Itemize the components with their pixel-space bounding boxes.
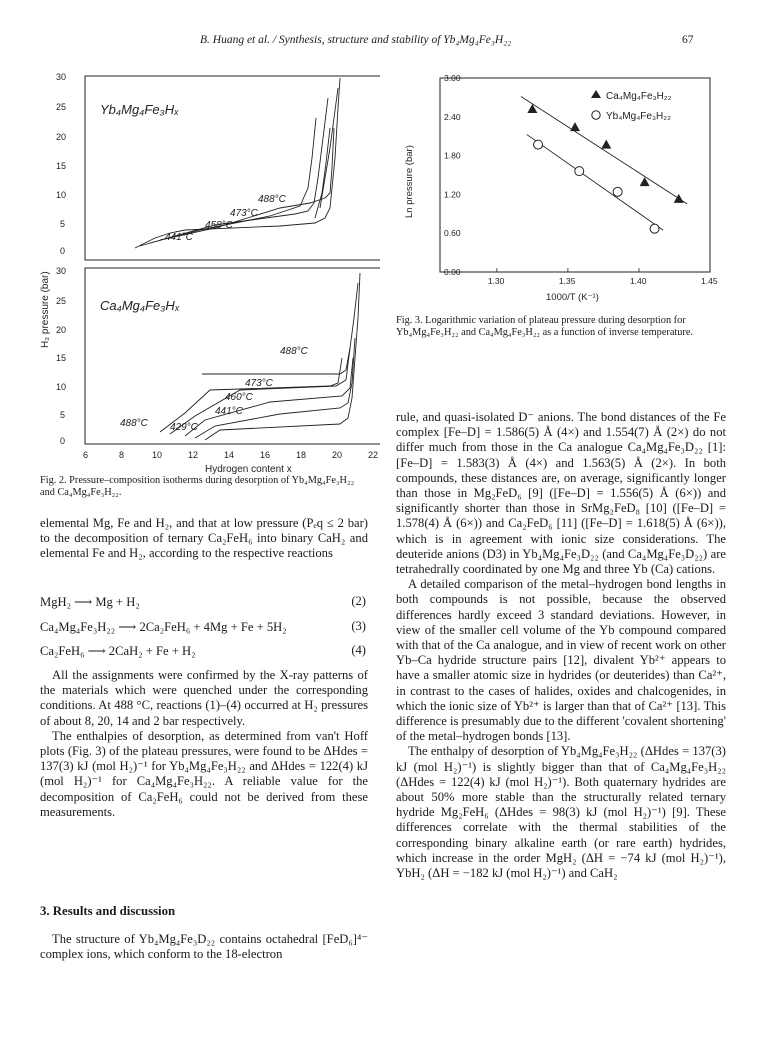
svg-text:0: 0 [60, 246, 66, 256]
svg-text:10: 10 [152, 450, 163, 460]
fig3-ytick-label: 0.60 [444, 228, 461, 239]
equation-3 [40, 619, 366, 635]
legend-triangle-marker [591, 90, 601, 98]
svg-text:473°C: 473°C [230, 208, 258, 219]
fig2-bottom-yticks [56, 266, 66, 446]
svg-text:6: 6 [83, 450, 89, 460]
svg-text:5: 5 [60, 410, 66, 420]
svg-text:20: 20 [56, 325, 67, 335]
svg-text:488°C: 488°C [120, 418, 148, 429]
fig3-point-ca [527, 104, 537, 113]
running-head: B. Huang et al. / Synthesis, structure and stability of Yb₄Mg₄Fe₃H₂₂ [200, 34, 512, 46]
equation-3-number: (3) [351, 619, 366, 633]
svg-text:15: 15 [56, 161, 67, 171]
fig3-xlabel: 1000/T (K⁻¹) [546, 292, 599, 303]
fig3-xtick-label: 1.45 [701, 276, 718, 286]
page-number: 67 [682, 34, 694, 46]
svg-text:18: 18 [296, 450, 307, 460]
fig3-caption: Fig. 3. Logarithmic variation of plateau pressure during desorption for Yb₄Mg₄Fe₃H₂₂ and Ca₄Mg₄Fe₃H₂₂ as a function of inverse temperature. [396, 315, 693, 339]
fig3-ytick-label: 1.20 [444, 189, 461, 200]
fig2-bottom-isotherms [160, 273, 360, 440]
fig3-xticks [488, 276, 718, 286]
fig2-isotherm-chart [40, 68, 380, 478]
fig2-caption: Fig. 2. Pressure–composition isotherms during desorption of Yb₄Mg₄Fe₃H₂₂ and Ca₄Mg₄Fe₃H₂₂. [40, 475, 355, 499]
left-p3: The enthalpies of desorption, as determined from van't Hoff plots (Fig. 3) of the plateau pressures, were found to be ΔHdes = 137(3) kJ (mol H₂)⁻¹ for Yb₄Mg₄Fe₃H₂₂ and ΔHdes = 122(4) kJ (mol H₂)⁻¹ for Ca₄Mg₄Fe₃H₂₂. A reliable value for the decomposition of Ca₂FeH₆ could not be derived from these measurements. [40, 728, 368, 819]
equation-4-text: Ca₂FeH₆ ⟶ 2CaH₂ + Fe + H₂ [40, 644, 196, 658]
fig2-xlabel: Hydrogen content x [205, 464, 292, 475]
fig3-vanthoff-chart [396, 68, 726, 304]
svg-text:25: 25 [56, 296, 67, 306]
fig3-point-ca [570, 122, 580, 131]
fig3-xtick-label: 1.35 [558, 276, 576, 286]
fig3-ytick-label: 1.80 [444, 150, 461, 161]
fig3-ylabel: Ln pressure (bar) [404, 145, 415, 218]
fig3-ytick-label: 3.00 [444, 73, 461, 83]
svg-text:8: 8 [119, 450, 125, 460]
fig3-point-yb [534, 140, 543, 149]
svg-text:22: 22 [368, 450, 379, 460]
left-p1: elemental Mg, Fe and H₂, and that at low pressure (Pₑq ≤ 2 bar) to the decomposition of ternary Ca₂FeH₆ into binary CaH₂ and elemental Fe and H₂, according to the respective reactions [40, 516, 368, 561]
left-paragraphs-2-3 [40, 668, 368, 820]
legend-circle-marker [592, 111, 600, 119]
right-p2: A detailed comparison of the metal–hydrogen bond lengths in both compounds is not possible, because the observed differences hardly exceed 3 standard deviations. However, in view of the smaller cell volume of the Yb compound compared with that of the Ca analogue, and in view of recent work on other Yb–Ca hydride structure pairs [12], divalent Yb²⁺ appears to have a smaller atomic size in hydrides (or deuterides) than Ca²⁺, in contrast to the cases of halides, oxides and chalcogenides, in which the ionic size of Yb²⁺ is larger than that of Ca²⁺ [13]. This difference is presumably due to the different 'covalent shortening' of the metal–hydrogen bonds [13]. [396, 577, 727, 744]
fig3-point-ca [674, 194, 684, 203]
fig3-legend [591, 90, 672, 122]
svg-text:15: 15 [56, 353, 67, 363]
equation-2-number: (2) [351, 594, 366, 608]
fig2-ylabel: H₂ pressure (bar) [40, 271, 51, 348]
legend-ca-label: Ca₄Mg₄Fe₃H₂₂ [606, 91, 672, 102]
equation-4-number: (4) [351, 643, 366, 657]
left-p2: All the assignments were confirmed by the X-ray patterns of the materials which were quenched under the corresponding conditions. At 488 °C, reactions (1)–(4) occurred at H₂ pressures of about 8, 20, 14 and 2 bar respectively. [40, 668, 368, 728]
fig3-point-yb [650, 224, 659, 233]
fig3-xtick-label: 1.30 [487, 276, 505, 286]
svg-text:20: 20 [56, 132, 67, 142]
right-p1: rule, and quasi-isolated D⁻ anions. The bond distances of the Fe complex [Fe–D] = 1.586(5) Å (4×) and 1.554(7) Å (2×) do not differ much from those in the Ca analogue Ca₄Mg₄Fe₃D₂₂ [1]: [Fe–D] = 1.583(3) Å (4×) and 1.563(5) Å (2×). In both compounds, these distances are, on average, significantly longer than those in Mg₂FeD₆ [9] ([Fe–D] = 1.556(5) Å (6×)) and significantly shorter than those in SrMg₂FeD₈ [10] ([Fe–D] = 1.578(4) Å (6×)) and Ca₂FeD₆ [11] ([Fe–D] = 1.618(5) Å (6×)), which is in agreement with ionic size considerations. The deuteride anions (D3) in Yb₄Mg₄Fe₃D₂₂ (and Ca₄Mg₄Fe₃D₂₂) are tetrahedrally coordinated by one Mg and three Yb (Ca) cations. [396, 410, 726, 577]
svg-text:441°C: 441°C [165, 232, 193, 243]
right-p3: The enthalpy of desorption of Yb₄Mg₄Fe₃H₂₂ (ΔHdes = 137(3) kJ (mol H₂)⁻¹) is slightly bigger than that of Ca₄Mg₄Fe₃H₂₂ (ΔHdes = 122(4) kJ (mol H₂)⁻¹). Both quaternary hydrides are about 50% more stable than the structurally related ternary hydride Mg₂FeH₆ (ΔHdes = 98(3) kJ (mol H₂)⁻¹) [9]. These differences correlate with the thermal stabilities of the corresponding binary alkaline earth (or rare earth) hydrides, which increase in the order MgH₂ (ΔH = −74 kJ (mol H₂)⁻¹), YbH₂ (ΔH = −182 kJ (mol H₂)⁻¹) and CaH₂ [396, 744, 726, 881]
fig2-bottom-panel-label: Ca₄Mg₄Fe₃Hₓ [100, 298, 180, 313]
svg-text:488°C: 488°C [258, 194, 286, 205]
legend-yb-label: Yb₄Mg₄Fe₃H₂₂ [606, 111, 672, 122]
left-paragraph-1 [40, 516, 368, 562]
equation-3-text: Ca₄Mg₄Fe₃H₂₂ ⟶ 2Ca₂FeH₆ + 4Mg + Fe + 5H₂ [40, 620, 287, 634]
right-column [396, 410, 726, 881]
section-heading: 3. Results and discussion [40, 904, 176, 918]
equation-2 [40, 594, 366, 610]
fig3-point-yb [613, 187, 622, 196]
equation-4 [40, 643, 366, 659]
svg-text:429°C: 429°C [170, 422, 198, 433]
svg-text:458°C: 458°C [205, 220, 233, 231]
svg-text:14: 14 [224, 450, 235, 460]
fig2-top-iso-labels [165, 194, 287, 243]
fig3-xtick-label: 1.40 [629, 276, 647, 286]
svg-text:473°C: 473°C [245, 378, 273, 389]
svg-text:5: 5 [60, 219, 66, 229]
fig3-yticks [444, 73, 461, 277]
svg-text:30: 30 [56, 72, 67, 82]
svg-text:20: 20 [332, 450, 343, 460]
fig3-ytick-label: 2.40 [444, 111, 461, 122]
svg-text:25: 25 [56, 102, 67, 112]
fig2-xticks [83, 450, 378, 460]
equation-2-text: MgH₂ ⟶ Mg + H₂ [40, 595, 140, 609]
fig3-point-yb [575, 167, 584, 176]
svg-text:16: 16 [260, 450, 271, 460]
fig3-frame [440, 78, 710, 272]
svg-text:441°C: 441°C [215, 406, 243, 417]
fig2-top-yticks [56, 72, 66, 256]
svg-text:0: 0 [60, 436, 66, 446]
fig3-ytick-label: 0.00 [444, 267, 461, 277]
fig2-top-panel-label: Yb₄Mg₄Fe₃Hₓ [100, 102, 180, 117]
svg-text:460°C: 460°C [225, 392, 253, 403]
left-paragraph-4 [40, 932, 368, 962]
svg-text:488°C: 488°C [280, 346, 308, 357]
svg-text:30: 30 [56, 266, 67, 276]
svg-text:10: 10 [56, 190, 67, 200]
fig3-point-ca [601, 140, 611, 149]
svg-text:12: 12 [188, 450, 199, 460]
svg-text:10: 10 [56, 382, 67, 392]
page-header [0, 34, 768, 54]
left-p4: The structure of Yb₄Mg₄Fe₃D₂₂ contains octahedral [FeD₆]⁴⁻ complex ions, which conform to the 18-electron [40, 932, 368, 962]
